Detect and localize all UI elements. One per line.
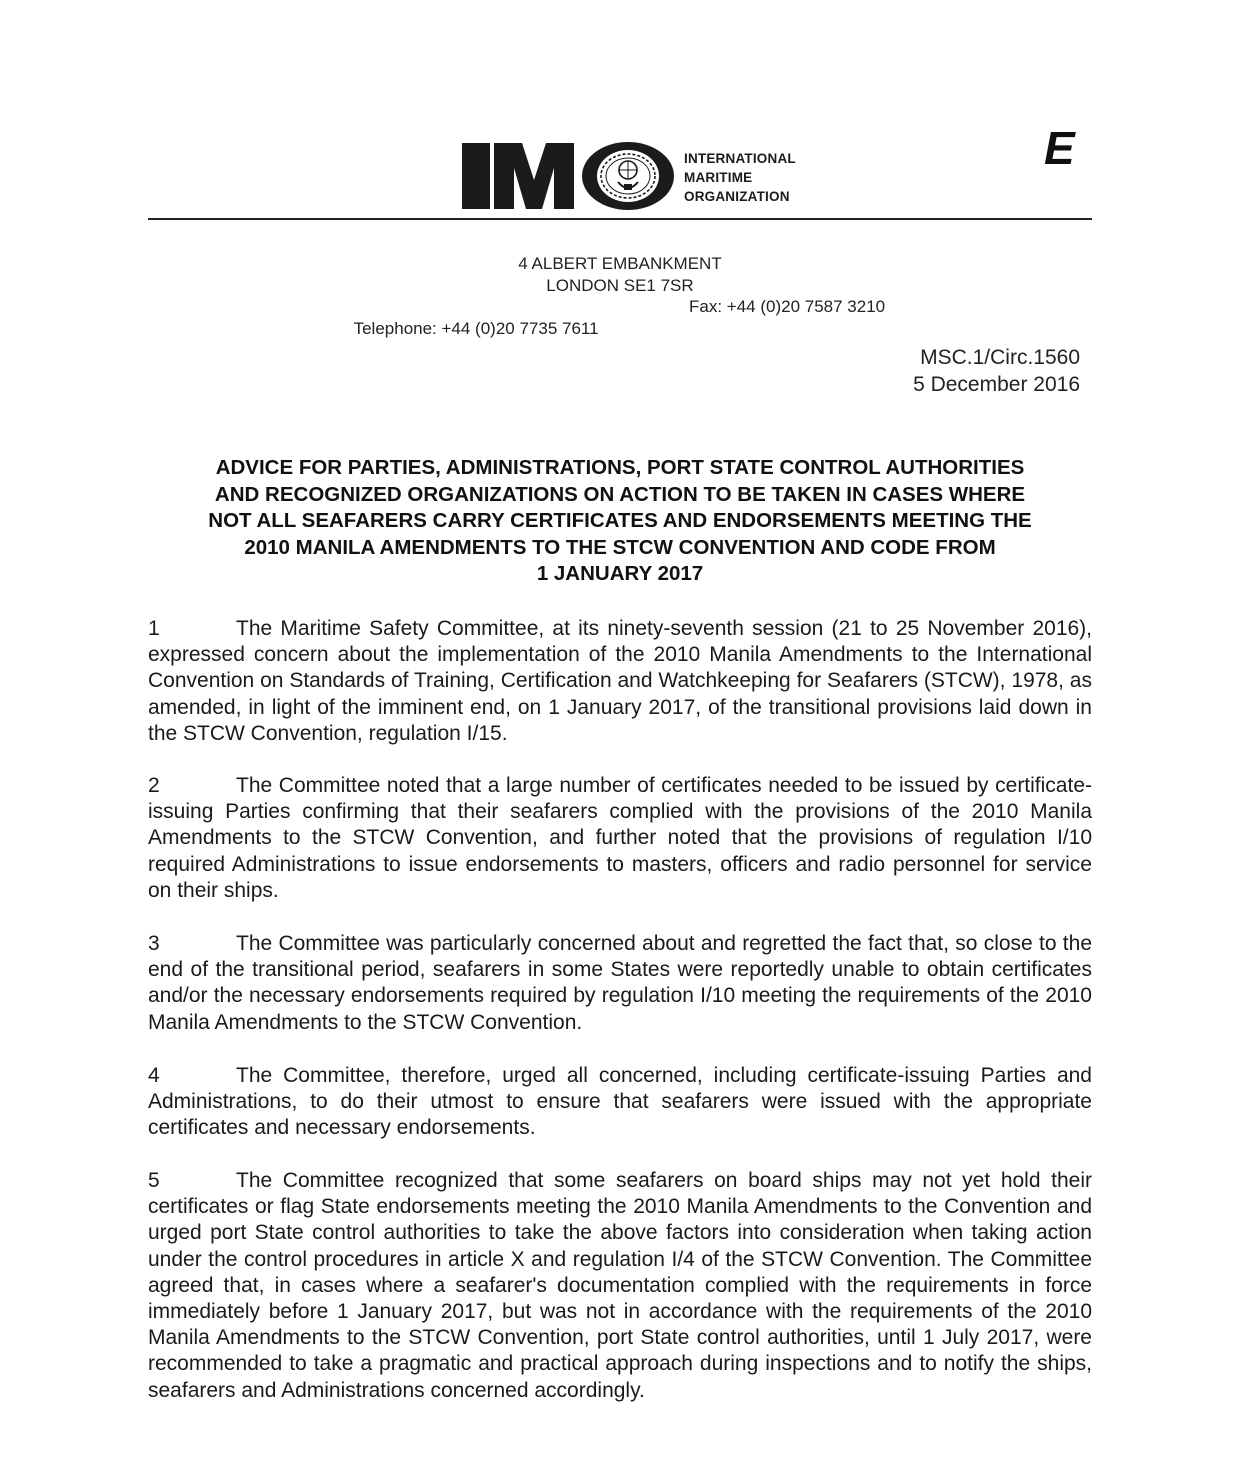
org-name-line-3: ORGANIZATION xyxy=(684,189,790,204)
language-code: E xyxy=(1044,122,1075,174)
paragraph-text: The Maritime Safety Committee, at its ninety-seventh session (21 to 25 November 2016), expressed concern about the implementation of the 2010 Manila Amendments to the International Convention on Standards of Training, Certification and Watchkeeping for Seafarers (STCW), 1978, as amended, in light of the imminent end, on 1 January 2017, of the transitional provisions laid down in the STCW Convention, regulation I/15. xyxy=(148,617,1092,745)
paragraph-2 xyxy=(148,773,1092,904)
paragraph-text: The Committee, therefore, urged all concerned, including certificate-issuing Parties and Administrations, to do their utmost to ensure that seafarers were issued with the appropriate certificates and necessary endorsements. xyxy=(148,1064,1092,1140)
title-line: AND RECOGNIZED ORGANIZATIONS ON ACTION TO BE TAKEN IN CASES WHERE xyxy=(214,482,1026,506)
paragraph-text: The Committee was particularly concerned about and regretted the fact that, so close to the end of the transitional period, seafarers in some States were reportedly unable to obtain certificates and/or the necessary endorsements required by regulation I/10 meeting the requirements of the 2010 Manila Amendments to the STCW Convention. xyxy=(148,932,1092,1034)
telephone: Telephone: +44 (0)20 7735 7611 xyxy=(353,319,599,338)
address-city: LONDON SE1 7SR xyxy=(546,276,694,295)
title-line: 2010 MANILA AMENDMENTS TO THE STCW CONVENTION AND CODE FROM xyxy=(244,535,996,559)
document-symbol: MSC.1/Circ.1560 xyxy=(920,346,1080,369)
title-line: 1 JANUARY 2017 xyxy=(536,562,704,585)
document-reference xyxy=(913,344,1080,398)
org-name-line-2: MARITIME xyxy=(684,170,753,185)
document-title xyxy=(148,455,1092,588)
organization-name xyxy=(684,149,796,206)
paragraph-number: 3 xyxy=(148,932,160,955)
paragraph-1 xyxy=(148,616,1092,747)
address-street: 4 ALBERT EMBANKMENT xyxy=(518,254,722,273)
org-name-line-1: INTERNATIONAL xyxy=(684,151,796,166)
document-date: 5 December 2016 xyxy=(913,373,1080,396)
header-divider xyxy=(148,218,1092,220)
fax: Fax: +44 (0)20 7587 3210 xyxy=(689,297,886,316)
paragraph-3 xyxy=(148,931,1092,1036)
paragraph-number: 4 xyxy=(148,1064,160,1087)
paragraph-number: 5 xyxy=(148,1169,160,1192)
paragraph-4 xyxy=(148,1063,1092,1142)
paragraph-5 xyxy=(148,1168,1092,1404)
title-line: NOT ALL SEAFARERS CARRY CERTIFICATES AND ENDORSEMENTS MEETING THE xyxy=(208,509,1032,532)
paragraph-number: 1 xyxy=(148,617,160,640)
contact-row xyxy=(335,296,886,384)
paragraph-text: The Committee noted that a large number of certificates needed to be issued by certificate-issuing Parties confirming that their seafarers complied with the provisions of the 2010 Manila Amendments to the STCW Convention, and further noted that the provisions of regulation I/10 required Administrations to issue endorsements to masters, officers and radio personnel for service on their ships. xyxy=(148,774,1092,902)
address-block xyxy=(148,253,1092,297)
paragraph-text: The Committee recognized that some seafarers on board ships may not yet hold their certificates or flag State endorsements meeting the 2010 Manila Amendments to the Convention and urged port State control authorities to take the above factors into consideration when taking action under the control procedures in article X and regulation I/4 of the STCW Convention. The Committee agreed that, in cases where a seafarer's documentation complied with the requirements in force immediately before 1 January 2017, but was not in accordance with the requirements of the 2010 Manila Amendments to the STCW Convention, port State control authorities, until 1 July 2017, were recommended to take a pragmatic and practical approach during inspections and to notify the ships, seafarers and Administrations concerned accordingly. xyxy=(148,1169,1092,1402)
imo-logo xyxy=(462,140,822,212)
imo-emblem-icon xyxy=(462,140,677,212)
title-line: ADVICE FOR PARTIES, ADMINISTRATIONS, PORT STATE CONTROL AUTHORITIES xyxy=(215,456,1025,479)
paragraph-number: 2 xyxy=(148,774,160,797)
